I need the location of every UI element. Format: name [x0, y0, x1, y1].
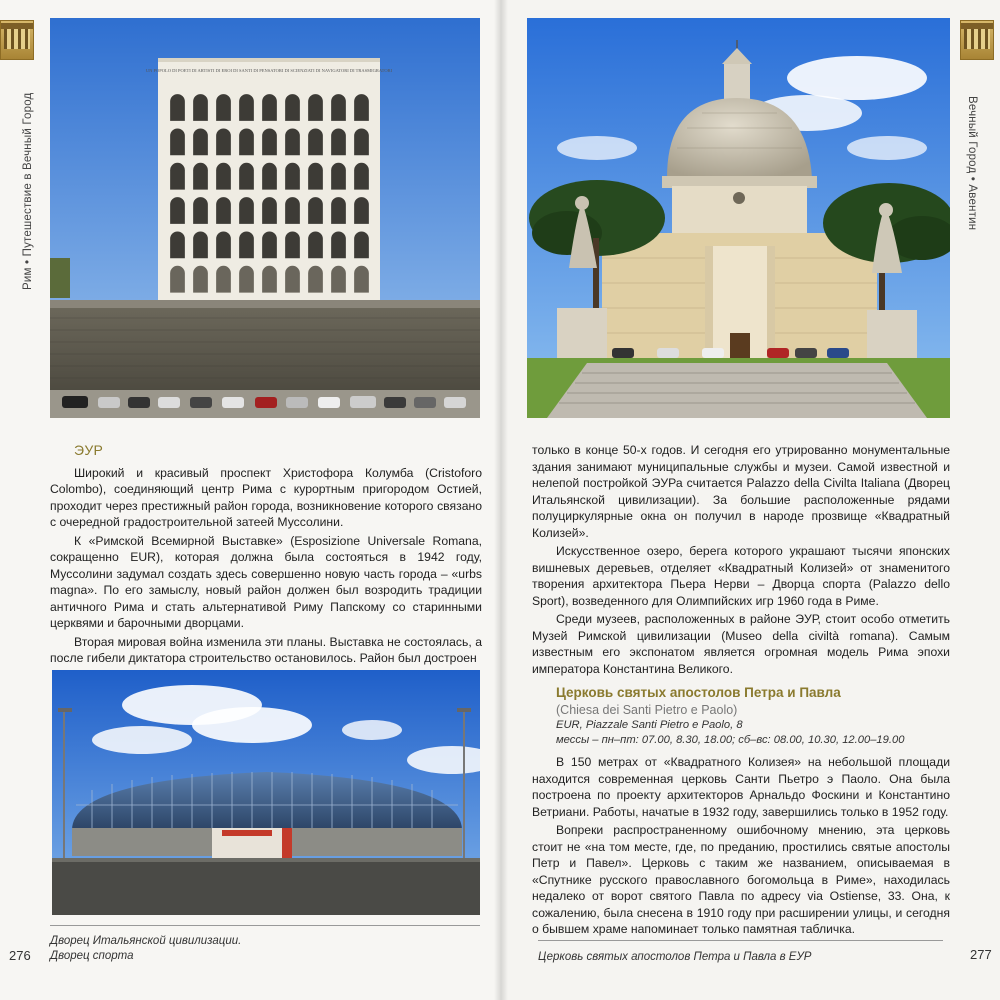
facade-arch — [216, 128, 231, 155]
facade-arch — [285, 231, 300, 258]
facade-arch — [262, 94, 277, 121]
facade-arch — [308, 231, 323, 258]
facade-arch — [308, 128, 323, 155]
facade-arch — [170, 231, 185, 258]
facade-arch — [331, 231, 346, 258]
left-paragraph: К «Римской Всемирной Выставке» (Esposizione Universale Romana, сокращенно EUR), которая должна была состояться в 1942 году, Муссолини задумал создать здесь совершенно новую часть города – «urbs magna». По его замыслу, новый район должен был возродить традиции античного Рима и стать альтернативой Риму Папскому со старинными церквями и барочными дворцами. — [50, 533, 482, 630]
church-photo — [527, 18, 950, 418]
church-info — [556, 718, 950, 748]
facade-arch — [170, 163, 185, 190]
facade-arch — [331, 128, 346, 155]
right-caption-rule — [538, 940, 943, 941]
facade-arch — [354, 163, 369, 190]
facade-arch — [285, 128, 300, 155]
church-mass-hours: мессы – пн–пт: 07.00, 8.30, 18.00; сб–вс: 08.00, 10.30, 12.00–19.00 — [556, 734, 905, 746]
facade-arch — [216, 197, 231, 224]
facade-arch — [354, 94, 369, 121]
facade-arch — [239, 128, 254, 155]
facade-arch — [285, 197, 300, 224]
facade-arch — [354, 128, 369, 155]
left-caption-line: Дворец спорта — [50, 950, 134, 962]
right-paragraph: Вопреки распространенному ошибочному мнению, эта церковь стоит не «на том месте, где, по преданию, простились святые апостолы Петр и Павел». Церковь с таким же названием, описываемая в «Спутнике русского православного богомольца в Риме», находилась недалеко от ворот святого Павла по адресу via Ostiense, 33. Она, к сожалению, была снесена в 1910 году при расширении улицы, и сегодня о бывшем храме напоминает только памятная табличка. — [532, 823, 950, 936]
right-caption: Церковь святых апостолов Петра и Павла в ЕУР — [538, 951, 812, 963]
facade-arch — [216, 266, 231, 293]
facade-arch — [285, 94, 300, 121]
facade-arch — [262, 231, 277, 258]
facade-arch — [354, 266, 369, 293]
facade-arch — [262, 128, 277, 155]
church-section-subtitle: (Chiesa dei Santi Pietro e Paolo) — [556, 702, 738, 717]
facade-arch — [239, 231, 254, 258]
left-caption-rule — [50, 925, 480, 926]
facade-arch — [239, 163, 254, 190]
facade-arch — [331, 266, 346, 293]
left-paragraph: Широкий и красивый проспект Христофора Колумба (Cristoforo Colombo), соединяющий центр Рима с курортным пригородом Остией, проходит через престижный район города, возникновение которого связано с очередной градостроительной затеей Муссолини. — [50, 465, 482, 529]
facade-arch — [193, 266, 208, 293]
church-section-title: Церковь святых апостолов Петра и Павла — [556, 685, 841, 700]
palazzo-sport-illustration — [52, 670, 480, 915]
facade-arch — [239, 266, 254, 293]
colosseum-thumbnail-icon — [960, 20, 994, 60]
book-gutter — [494, 0, 508, 1000]
palazzo-civilta-photo — [50, 18, 480, 418]
facade-arch — [262, 266, 277, 293]
facade-arch — [354, 231, 369, 258]
facade-arch — [193, 231, 208, 258]
facade-arch — [262, 197, 277, 224]
facade-arch — [285, 163, 300, 190]
facade-arch — [308, 266, 323, 293]
facade-arch — [308, 163, 323, 190]
left-page-number: 276 — [9, 948, 31, 963]
facade-arch — [285, 266, 300, 293]
facade-inscription: UN POPOLO DI POETI DI ARTISTI DI EROI DI SANTI DI PENSATORI DI SCIENZIATI DI NAVIGATORI DI TRASMIGRATORI — [145, 68, 393, 73]
right-paragraph: В 150 метрах от «Квадратного Колизея» на небольшой площади находится современная церковь Санти Пьетро э Паоло. Она была построена по проекту архитекторов Арнальдо Фоскини и Константино Ветриани. Работы, начатые в 1932 году, завершились только в 1952 году. — [532, 755, 950, 819]
right-page-number: 277 — [970, 947, 992, 962]
facade-arch — [354, 197, 369, 224]
facade-arch — [170, 128, 185, 155]
facade-arch — [216, 231, 231, 258]
facade-arch — [193, 128, 208, 155]
left-caption-line: Дворец Итальянской цивилизации. — [50, 935, 242, 947]
palazzo-civilta-illustration — [50, 18, 480, 418]
facade-arch — [170, 197, 185, 224]
facade-arch — [262, 163, 277, 190]
facade-arch — [216, 163, 231, 190]
church-address: EUR, Piazzale Santi Pietro e Paolo, 8 — [556, 719, 743, 731]
colosseum-thumbnail-icon — [0, 20, 34, 60]
facade-arch — [331, 94, 346, 121]
facade-arch — [308, 197, 323, 224]
palazzo-sport-photo — [52, 670, 480, 915]
right-paragraph: Среди музеев, расположенных в районе ЭУР, стоит особо отметить Музей Римской цивилизации (Museo della civiltà romana). Самым известным его экспонатом является огромная модель Рима эпохи императора Константина Великого. — [532, 612, 950, 676]
facade-arch — [331, 163, 346, 190]
facade-arch — [331, 197, 346, 224]
right-paragraph: Искусственное озеро, берега которого украшают тысячи японских вишневых деревьев, отделяет «Квадратный Колизей» от знаменитого творения архитектора Пьера Нерви – Дворца спорта (Palazzo dello Sport), возведенного для Олимпийских игр 1960 года в Риме. — [532, 544, 950, 608]
left-caption — [50, 934, 241, 964]
church-illustration — [527, 18, 950, 418]
left-running-head: Рим • Путешествие в Вечный Город — [22, 92, 34, 290]
facade-arch — [170, 266, 185, 293]
facade-arch — [216, 94, 231, 121]
section-title-eur: ЭУР — [74, 442, 104, 458]
facade-arch — [170, 94, 185, 121]
facade-arch — [239, 197, 254, 224]
facade-arch — [193, 197, 208, 224]
facade-arch — [239, 94, 254, 121]
left-body-text — [50, 442, 482, 669]
facade-arch — [308, 94, 323, 121]
right-body-text — [532, 442, 950, 940]
left-paragraph: Вторая мировая война изменила эти планы. Выставка не состоялась, а после гибели диктатора строительство остановилось. Район был достроен — [50, 634, 482, 665]
right-paragraph: только в конце 50-х годов. И сегодня его утрированно монументальные здания занимают муниципальные службы и музеи. Самой известной и нелепой постройкой ЭУРа считается Palazzo della Civilta Italiana (Дворец Итальянской цивилизации). За большие расположенные рядами полуциркулярные окна он получил в народе прозвище «Квадратный Колизей». — [532, 443, 950, 540]
facade-arch — [193, 163, 208, 190]
facade-arch — [193, 94, 208, 121]
right-running-head: Вечный Город • Авентин — [966, 96, 978, 231]
